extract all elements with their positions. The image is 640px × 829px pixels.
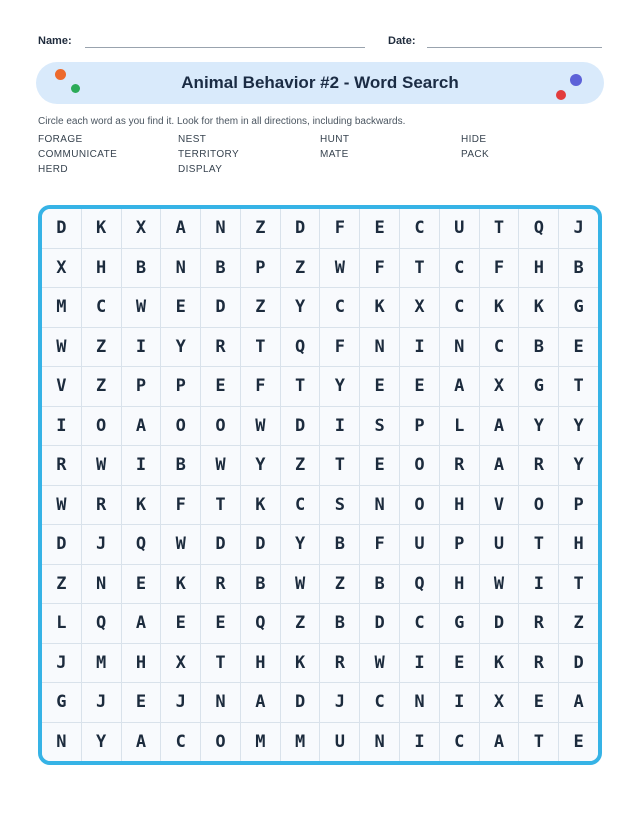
grid-cell: X xyxy=(480,367,519,406)
grid-cell: P xyxy=(241,249,280,288)
grid-cell: M xyxy=(42,288,81,327)
grid-cell: W xyxy=(201,446,240,485)
grid-cell: N xyxy=(360,486,399,525)
grid-cell: C xyxy=(320,288,359,327)
grid-cell: P xyxy=(122,367,161,406)
grid-cell: Y xyxy=(161,328,200,367)
grid-cell: K xyxy=(480,288,519,327)
grid-cell: Y xyxy=(519,407,558,446)
grid-cell: Q xyxy=(241,604,280,643)
grid-cell: D xyxy=(281,683,320,722)
word-list-item: HUNT xyxy=(320,134,350,145)
grid-cell: Q xyxy=(122,525,161,564)
grid-cell: I xyxy=(400,644,439,683)
grid-cell: T xyxy=(241,328,280,367)
grid-cell: T xyxy=(480,209,519,248)
grid-cell: I xyxy=(440,683,479,722)
grid-cell: P xyxy=(440,525,479,564)
grid-cell: H xyxy=(122,644,161,683)
word-list-item: MATE xyxy=(320,149,349,160)
grid-cell: E xyxy=(161,288,200,327)
grid-cell: O xyxy=(201,407,240,446)
grid-cell: W xyxy=(42,328,81,367)
word-list-column xyxy=(178,132,320,177)
grid-cell: E xyxy=(122,683,161,722)
grid-cell: N xyxy=(82,565,121,604)
grid-cell: E xyxy=(201,367,240,406)
grid-cell: Z xyxy=(281,604,320,643)
grid-cell: J xyxy=(559,209,598,248)
grid-cell: E xyxy=(519,683,558,722)
grid-cell: Y xyxy=(281,288,320,327)
grid-cell: C xyxy=(480,328,519,367)
grid-cell: D xyxy=(241,525,280,564)
grid-cell: D xyxy=(201,288,240,327)
grid-cell: K xyxy=(82,209,121,248)
grid-cell: B xyxy=(201,249,240,288)
grid-cell: W xyxy=(82,446,121,485)
grid-cell: R xyxy=(42,446,81,485)
grid-cell: A xyxy=(480,407,519,446)
grid-cell: K xyxy=(122,486,161,525)
grid-cell: Z xyxy=(559,604,598,643)
grid-cell: C xyxy=(440,723,479,762)
grid-cell: H xyxy=(440,565,479,604)
grid-cell: F xyxy=(320,328,359,367)
grid-cell: O xyxy=(82,407,121,446)
red-dot-icon xyxy=(556,90,566,100)
grid-cell: E xyxy=(559,723,598,762)
grid-cell: B xyxy=(161,446,200,485)
grid-cell: J xyxy=(320,683,359,722)
word-list-column xyxy=(320,132,461,177)
grid-cell: O xyxy=(161,407,200,446)
grid-cell: O xyxy=(519,486,558,525)
grid-cell: R xyxy=(320,644,359,683)
grid-cell: W xyxy=(161,525,200,564)
grid-cell: Y xyxy=(241,446,280,485)
grid-cell: E xyxy=(122,565,161,604)
word-list-item: TERRITORY xyxy=(178,149,240,160)
grid-cell: D xyxy=(360,604,399,643)
grid-cell: Z xyxy=(241,209,280,248)
word-list-item: NEST xyxy=(178,134,207,145)
name-write-line xyxy=(85,47,365,48)
grid-cell: F xyxy=(360,249,399,288)
grid-cell: B xyxy=(320,604,359,643)
grid-cell: E xyxy=(440,644,479,683)
grid-cell: G xyxy=(559,288,598,327)
instructions-text: Circle each word as you find it. Look for them in all directions, including backwards. xyxy=(38,116,406,127)
grid-cell: E xyxy=(360,367,399,406)
grid-cell: X xyxy=(161,644,200,683)
grid-cell: D xyxy=(480,604,519,643)
grid-cell: A xyxy=(241,683,280,722)
grid-cell: Z xyxy=(281,249,320,288)
grid-cell: F xyxy=(360,525,399,564)
grid-cell: F xyxy=(161,486,200,525)
grid-cell: C xyxy=(82,288,121,327)
grid-cell: C xyxy=(440,288,479,327)
grid-cell: V xyxy=(42,367,81,406)
grid-cell: V xyxy=(480,486,519,525)
grid-cell: N xyxy=(440,328,479,367)
grid-cell: J xyxy=(161,683,200,722)
word-search-grid xyxy=(38,205,602,765)
grid-cell: N xyxy=(360,328,399,367)
grid-cell: R xyxy=(519,644,558,683)
grid-cell: A xyxy=(480,723,519,762)
grid-cell: H xyxy=(519,249,558,288)
grid-cell: E xyxy=(161,604,200,643)
grid-cell: E xyxy=(400,367,439,406)
grid-cell: T xyxy=(201,486,240,525)
grid-cell: W xyxy=(42,486,81,525)
grid-cell: A xyxy=(559,683,598,722)
grid-cell: D xyxy=(42,209,81,248)
grid-cell: P xyxy=(400,407,439,446)
grid-cell: C xyxy=(440,249,479,288)
word-list-item: PACK xyxy=(461,149,490,160)
grid-cell: L xyxy=(440,407,479,446)
grid-cell: X xyxy=(122,209,161,248)
date-label: Date: xyxy=(388,35,416,47)
grid-cell: J xyxy=(42,644,81,683)
grid-cell: T xyxy=(281,367,320,406)
grid-cell: N xyxy=(42,723,81,762)
grid-cell: B xyxy=(241,565,280,604)
grid-cell: A xyxy=(480,446,519,485)
blue-dot-icon xyxy=(570,74,582,86)
grid-cell: U xyxy=(440,209,479,248)
grid-cell: X xyxy=(400,288,439,327)
grid-cell: D xyxy=(201,525,240,564)
grid-cell: Q xyxy=(400,565,439,604)
grid-cell: N xyxy=(201,683,240,722)
grid-cell: Z xyxy=(82,328,121,367)
grid-cell: M xyxy=(281,723,320,762)
grid-cell: P xyxy=(161,367,200,406)
grid-cell: N xyxy=(360,723,399,762)
grid-cell: G xyxy=(440,604,479,643)
grid-cell: H xyxy=(82,249,121,288)
title-banner xyxy=(36,62,604,104)
grid-cell: Q xyxy=(82,604,121,643)
grid-cell: K xyxy=(519,288,558,327)
word-list-item: DISPLAY xyxy=(178,164,223,175)
grid-cell: I xyxy=(400,328,439,367)
grid-cell: A xyxy=(440,367,479,406)
grid-cell: T xyxy=(559,367,598,406)
grid-cell: C xyxy=(281,486,320,525)
grid-cell: I xyxy=(122,328,161,367)
grid-cell: I xyxy=(519,565,558,604)
grid-cell: C xyxy=(161,723,200,762)
grid-cell: J xyxy=(82,525,121,564)
grid-cell: K xyxy=(161,565,200,604)
grid-cell: U xyxy=(480,525,519,564)
grid-cell: L xyxy=(42,604,81,643)
grid-cell: A xyxy=(122,407,161,446)
green-dot-icon xyxy=(71,84,80,93)
grid-cell: M xyxy=(241,723,280,762)
grid-cell: T xyxy=(559,565,598,604)
grid-cell: N xyxy=(400,683,439,722)
grid-cell: B xyxy=(360,565,399,604)
grid-cell: F xyxy=(241,367,280,406)
grid-cell: Q xyxy=(519,209,558,248)
grid-cell: R xyxy=(201,565,240,604)
grid-cell: O xyxy=(400,486,439,525)
grid-cell: K xyxy=(241,486,280,525)
grid-cell: O xyxy=(400,446,439,485)
grid-cell: E xyxy=(559,328,598,367)
grid-cell: N xyxy=(161,249,200,288)
word-list-item: FORAGE xyxy=(38,134,83,145)
grid-cell: N xyxy=(201,209,240,248)
orange-dot-icon xyxy=(55,69,66,80)
name-label: Name: xyxy=(38,35,72,47)
grid-cell: S xyxy=(320,486,359,525)
grid-cell: W xyxy=(122,288,161,327)
grid-cell: P xyxy=(559,486,598,525)
grid-cell: R xyxy=(82,486,121,525)
grid-cell: Y xyxy=(82,723,121,762)
grid-cell: M xyxy=(82,644,121,683)
grid-cell: H xyxy=(559,525,598,564)
grid-cell: D xyxy=(42,525,81,564)
grid-cell: F xyxy=(320,209,359,248)
grid-cell: B xyxy=(559,249,598,288)
grid-cell: R xyxy=(201,328,240,367)
grid-cell: A xyxy=(122,604,161,643)
grid-cell: W xyxy=(241,407,280,446)
grid-cell: G xyxy=(519,367,558,406)
grid-cell: T xyxy=(519,525,558,564)
grid-cell: Y xyxy=(320,367,359,406)
grid-cell: Y xyxy=(559,446,598,485)
grid-cell: Y xyxy=(281,525,320,564)
grid-cell: R xyxy=(440,446,479,485)
grid-cell: B xyxy=(320,525,359,564)
grid-cell: K xyxy=(281,644,320,683)
grid-cell: Q xyxy=(281,328,320,367)
grid-cell: F xyxy=(480,249,519,288)
grid-cell: R xyxy=(519,604,558,643)
grid-cell: I xyxy=(42,407,81,446)
word-list-column xyxy=(461,132,602,177)
grid-cell: I xyxy=(320,407,359,446)
grid-cell: T xyxy=(320,446,359,485)
grid-cell: K xyxy=(360,288,399,327)
grid-cell: Z xyxy=(82,367,121,406)
grid-cell: T xyxy=(400,249,439,288)
grid-cell: B xyxy=(519,328,558,367)
grid-cell: B xyxy=(122,249,161,288)
grid-cell: X xyxy=(42,249,81,288)
grid-cell: G xyxy=(42,683,81,722)
grid-cell: T xyxy=(519,723,558,762)
grid-cell: D xyxy=(281,407,320,446)
grid-cell: D xyxy=(559,644,598,683)
grid-cell: W xyxy=(320,249,359,288)
grid-cell: Z xyxy=(42,565,81,604)
grid-cell: Y xyxy=(559,407,598,446)
grid-cell: S xyxy=(360,407,399,446)
grid-cell: D xyxy=(281,209,320,248)
grid-cell: J xyxy=(82,683,121,722)
word-list-column xyxy=(38,132,178,177)
grid-cell: H xyxy=(440,486,479,525)
grid-cell: A xyxy=(122,723,161,762)
word-list-item: HERD xyxy=(38,164,68,175)
grid-cell: C xyxy=(360,683,399,722)
grid-cell: E xyxy=(360,446,399,485)
grid-cell: E xyxy=(201,604,240,643)
grid-cell: I xyxy=(122,446,161,485)
grid-cell: O xyxy=(201,723,240,762)
grid-cell: A xyxy=(161,209,200,248)
grid-cell: I xyxy=(400,723,439,762)
grid-cell: E xyxy=(360,209,399,248)
grid-cell: K xyxy=(480,644,519,683)
grid-cell: X xyxy=(480,683,519,722)
word-list xyxy=(38,132,602,177)
grid-cell: C xyxy=(400,604,439,643)
grid-cell: Z xyxy=(281,446,320,485)
grid-cell: Z xyxy=(320,565,359,604)
grid-cell: C xyxy=(400,209,439,248)
grid-cell: Z xyxy=(241,288,280,327)
date-write-line xyxy=(427,47,602,48)
grid-cell: W xyxy=(360,644,399,683)
grid-cell: T xyxy=(201,644,240,683)
grid-cell: W xyxy=(480,565,519,604)
page-title: Animal Behavior #2 - Word Search xyxy=(181,73,459,92)
word-list-item: COMMUNICATE xyxy=(38,149,118,160)
grid-cell: R xyxy=(519,446,558,485)
grid-cell: W xyxy=(281,565,320,604)
grid-cell: U xyxy=(320,723,359,762)
grid-cell: H xyxy=(241,644,280,683)
grid-cell: U xyxy=(400,525,439,564)
word-list-item: HIDE xyxy=(461,134,487,145)
